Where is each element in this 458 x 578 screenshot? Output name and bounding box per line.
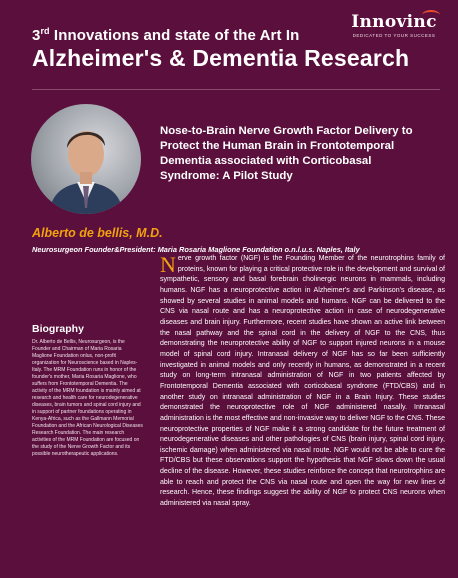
author-name: Alberto de bellis, M.D.	[32, 226, 163, 240]
header-divider	[32, 89, 440, 90]
logo-swoosh-icon	[422, 10, 440, 20]
author-block	[32, 226, 360, 254]
conference-title-line1: 3rd Innovations and state of the Art In	[32, 26, 300, 44]
abstract-dropcap: N	[160, 252, 176, 277]
biography-text: Dr. Alberto de Bellis, Neurosurgeon, is the Founder and Chairman of Maria Rosaria Maglione Foundation onlus, non-profit organization for Neuroscience based in Naples-Italy. The MRM Foundation runs in honor of the founder's mother, Maria Rosaria Maglione, who suffers from Frontotemporal Dementia. The activity of the MRM foundation is mainly aimed at research and health care for neurodegenerative diseases, brain tumors and spinal cord injury and in support of partner foundations operating in Kenya-Africa, such as the Gallmann Memorial Foundation and the African Neurological Diseases Research Foundation. The main research activities of the MRM Foundation are focused on the study of the Nerve Growth Factor and its possible neurotherapeutic applications.	[32, 339, 143, 457]
logo-tagline: DEDICATED TO YOUR SUCCESS	[352, 33, 436, 38]
biography-heading: Biography	[32, 323, 84, 335]
logo-name: Innovinc	[351, 12, 437, 32]
abstract-body: erve growth factor (NGF) is the Founding Member of the neurotrophins family of proteins, known for playing a critical protective role in the development and survival of sympathetic, sensory and basal forebrain cholinergic neurons in mammals, including humans. NGF has a neuroprotective action in Alzheimer's and Parkinson's disease, as showed by several studies in animal models and humans. NGF can be delivered to the CNS via nasal route and has a neuroprotective action in case of neurodegenerative diseases and brain injury. Furthermore, recent studies have shown an active link between the nasal pathway and the spinal cord in the delivery of NGF to the CNS, thus demonstrating the neuroprotective ability of NGF to support injured neurons in a mouse model of spinal cord injury. Intranasal delivery of NGF has so far been sufficiently investigated in animal models and only recently in humans, as demonstrated in a recent study on long-term intranasal administration of NGF in two patients affected by Frontotemporal Dementia associated with corticobasal syndrome (FTD/CBS) and in another study on intranasal administration of NGF in a Brain Injury. These studies demonstrated the neuroprotective role of NGF administered nasally. Intranasal administration is the most effective and non-invasive way to deliver NGF to the CNS. These neuroprotective properties of NGF make it a strong candidate for the future treatment of neurodegenerative diseases and other pathologies of CNS (brain injury, spinal cord injury, ischemic damage) when administered via nasal route. NGF would not be able to cure the FTD/CBS but these observations support the hypothesis that NGF slows down the usual decline of the disease. However, these studies reinforce the concept that neurotrophins are able to reach and protect the CNS via nasal route and open the way for new lines of research. Hence, these findings suggest the ability of NGF to protect CNS neurons when administered via nasal spray.	[160, 255, 445, 508]
innovinc-logo	[344, 12, 444, 38]
author-portrait-icon	[31, 104, 141, 214]
author-affiliation: Neurosurgeon Founder&President: Maria Rosaria Maglione Foundation o.n.l.u.s. Naples, Italy	[32, 245, 360, 254]
author-photo	[31, 104, 141, 214]
article-title: Nose-to-Brain Nerve Growth Factor Delivery to Protect the Human Brain in Frontotemporal Dementia associated with Corticobasal Syndrome: A Pilot Study	[160, 125, 413, 182]
conference-title-line2: Alzheimer's & Dementia Research	[32, 45, 410, 71]
abstract-text	[160, 254, 445, 510]
